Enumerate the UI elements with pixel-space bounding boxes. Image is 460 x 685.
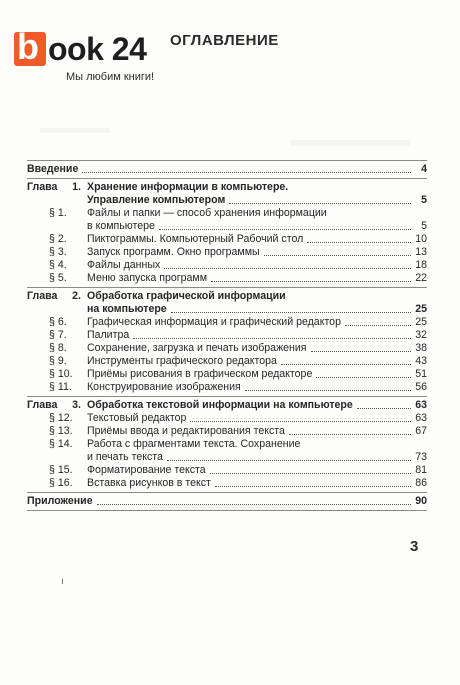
section-number: § 14. [49, 438, 73, 450]
dot-leader [307, 242, 411, 243]
toc-section [27, 233, 427, 246]
toc-row [87, 451, 427, 464]
dot-leader [281, 364, 411, 365]
bleed-through-mark [40, 128, 110, 133]
section-number: § 15. [49, 464, 73, 476]
page-ref: 51 [415, 368, 427, 380]
bleed-through-mark [290, 140, 410, 146]
entry-label: Приложение [27, 495, 93, 507]
toc-row [49, 477, 427, 490]
toc-row [27, 303, 427, 316]
toc-row [87, 220, 427, 233]
toc-row [49, 412, 427, 425]
toc-section [27, 259, 427, 272]
toc-chapter [27, 288, 427, 396]
toc-row [27, 163, 427, 176]
section-number: § 4. [49, 259, 67, 271]
section-number: § 12. [49, 412, 73, 424]
section-title: Запуск программ. Окно программы [87, 246, 260, 258]
page-ref: 56 [415, 381, 427, 393]
dot-leader [167, 460, 411, 461]
chapter-number: 2. [72, 290, 81, 302]
toc-row [49, 233, 427, 246]
divider-line [27, 510, 427, 511]
toc-row [49, 246, 427, 259]
page-ref: 90 [415, 495, 427, 507]
page-ref: 63 [415, 412, 427, 424]
dot-leader [264, 255, 411, 256]
section-title: Графическая информация и графический редактор [87, 316, 341, 328]
toc-row [49, 342, 427, 355]
page-ref: 5 [421, 194, 427, 206]
section-number: § 9. [49, 355, 67, 367]
section-number: § 6. [49, 316, 67, 328]
page-ref: 63 [415, 399, 427, 411]
toc-row [49, 272, 427, 285]
page-ref: 10 [415, 233, 427, 245]
page-ref: 18 [415, 259, 427, 271]
logo [14, 28, 164, 88]
page-ref: 38 [415, 342, 427, 354]
chapter-title: Обработка текстовой информации на компьютере [87, 399, 353, 411]
chapter-word: Глава [27, 181, 58, 193]
chapter-title: Хранение информации в компьютере. [87, 181, 289, 193]
dot-leader [229, 203, 411, 204]
section-number: § 1. [49, 207, 67, 219]
toc-section [27, 329, 427, 342]
dot-leader [97, 504, 411, 505]
section-number: § 11. [49, 381, 72, 393]
toc-section [27, 207, 427, 220]
toc-section [27, 368, 427, 381]
section-title: Палитра [87, 329, 130, 341]
page-ref: 13 [415, 246, 427, 258]
toc-section [27, 342, 427, 355]
section-title: Приёмы рисования в графическом редакторе [87, 368, 313, 380]
toc-section-continued [27, 220, 427, 233]
section-title: Приёмы ввода и редактирования текста [87, 425, 285, 437]
section-title: Форматирование текста [87, 464, 206, 476]
page-ref: 32 [415, 329, 427, 341]
section-title: Инструменты графического редактора [87, 355, 277, 367]
dot-leader [190, 421, 411, 422]
section-title: Меню запуска программ [87, 272, 207, 284]
toc-row [49, 425, 427, 438]
dot-leader [133, 338, 411, 339]
section-number: § 3. [49, 246, 67, 258]
toc-section-continued [27, 451, 427, 464]
dot-leader [210, 473, 411, 474]
dot-leader [357, 408, 411, 409]
toc-chapter [27, 179, 427, 287]
page-number: 3 [410, 538, 419, 555]
section-title: и печать текста [87, 451, 163, 463]
toc-row [27, 290, 427, 303]
toc-section [27, 272, 427, 285]
toc-appendix [27, 493, 427, 510]
print-mark [62, 579, 63, 584]
entry-label: Введение [27, 163, 79, 175]
logo-tagline: Мы любим книги! [66, 71, 155, 83]
page-ref: 25 [415, 316, 427, 328]
chapter-title: Обработка графической информации [87, 290, 286, 302]
toc-section [27, 425, 427, 438]
chapter-word: Глава [27, 290, 58, 302]
toc-section [27, 381, 427, 394]
dot-leader [245, 390, 411, 391]
toc-section [27, 246, 427, 259]
toc-row [49, 316, 427, 329]
section-title: Сохранение, загрузка и печать изображения [87, 342, 307, 354]
section-title: Работа с фрагментами текста. Сохранение [87, 438, 301, 450]
table-of-contents [27, 160, 427, 511]
section-number: § 5. [49, 272, 67, 284]
dot-leader [316, 377, 411, 378]
section-number: § 16. [49, 477, 73, 489]
toc-section [27, 355, 427, 368]
chapter-word: Глава [27, 399, 58, 411]
toc-section [27, 464, 427, 477]
toc-row [49, 259, 427, 272]
chapter-number: 1. [72, 181, 81, 193]
page-ref: 4 [421, 163, 427, 175]
toc-row [27, 194, 427, 207]
dot-leader [215, 486, 411, 487]
toc-row [49, 368, 427, 381]
dot-leader [171, 312, 411, 313]
dot-leader [311, 351, 411, 352]
toc-row [49, 329, 427, 342]
dot-leader [159, 229, 411, 230]
dot-leader [164, 268, 411, 269]
toc-row [27, 495, 427, 508]
toc-row [27, 399, 427, 412]
page-ref: 22 [415, 272, 427, 284]
section-number: § 2. [49, 233, 67, 245]
toc-row [27, 181, 427, 194]
toc-chapter [27, 397, 427, 492]
logo-b-letter: b [17, 26, 39, 67]
section-number: § 8. [49, 342, 67, 354]
dot-leader [82, 172, 411, 173]
toc-row [49, 464, 427, 477]
section-title: Пиктограммы. Компьютерный Рабочий стол [87, 233, 304, 245]
toc-section [27, 316, 427, 329]
logo-wordmark: ook 24 [48, 31, 147, 67]
section-title: Вставка рисунков в текст [87, 477, 211, 489]
section-title: Конструирование изображения [87, 381, 241, 393]
toc-intro [27, 161, 427, 178]
section-title: Текстовый редактор [87, 412, 187, 424]
page-ref: 81 [415, 464, 427, 476]
dot-leader [289, 434, 411, 435]
section-title: Файлы и папки — способ хранения информации [87, 207, 327, 219]
page-ref: 67 [415, 425, 427, 437]
dot-leader [345, 325, 411, 326]
section-number: § 7. [49, 329, 67, 341]
logo-mark [14, 26, 46, 67]
toc-section [27, 438, 427, 451]
page-title: ОГЛАВЛЕНИЕ [170, 32, 279, 49]
section-number: § 13. [49, 425, 73, 437]
page-ref: 86 [415, 477, 427, 489]
toc-row [49, 381, 427, 394]
page-ref: 73 [415, 451, 427, 463]
toc-row [49, 207, 427, 220]
dot-leader [211, 281, 411, 282]
section-title: в компьютере [87, 220, 155, 232]
page-ref: 25 [415, 303, 427, 315]
toc-section [27, 412, 427, 425]
chapter-title: Управление компьютером [87, 194, 226, 206]
toc-section [27, 477, 427, 490]
toc-row [49, 355, 427, 368]
chapter-title: на компьютере [87, 303, 167, 315]
toc-row [49, 438, 427, 451]
section-title: Файлы данных [87, 259, 161, 271]
section-number: § 10. [49, 368, 73, 380]
page-ref: 5 [421, 220, 427, 232]
chapter-number: 3. [72, 399, 81, 411]
page-ref: 43 [415, 355, 427, 367]
